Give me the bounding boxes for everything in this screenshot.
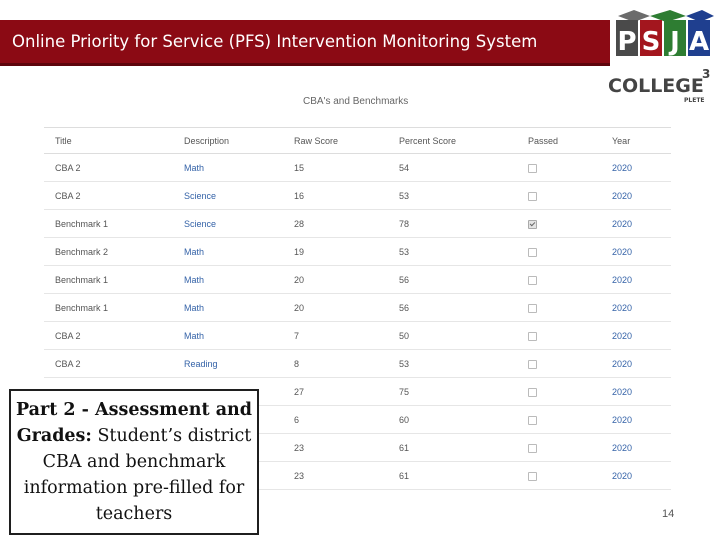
logo-letter-p: P (617, 27, 637, 57)
cell-title: Benchmark 1 (44, 210, 173, 238)
cell-raw-score: 6 (283, 406, 388, 434)
cell-description: Science (173, 210, 283, 238)
section-title: CBA's and Benchmarks (303, 96, 409, 107)
column-header-title[interactable]: Title (44, 128, 173, 154)
cell-passed (517, 350, 601, 378)
passed-checkbox[interactable] (528, 388, 537, 397)
cell-year: 2020 (601, 182, 671, 210)
logo-word: COLLEGE (608, 75, 704, 97)
cell-year: 2020 (601, 378, 671, 406)
cell-title: CBA 2 (44, 350, 173, 378)
logo-letter-a: A (688, 27, 710, 57)
cell-passed (517, 294, 601, 322)
logo-letter-s: S (641, 27, 661, 57)
cell-year: 2020 (601, 266, 671, 294)
cell-percent-score: 61 (388, 434, 517, 462)
cell-year: 2020 (601, 322, 671, 350)
cell-description: Science (173, 182, 283, 210)
cell-year: 2020 (601, 462, 671, 490)
callout-box (9, 389, 259, 535)
cell-percent-score: 56 (388, 266, 517, 294)
cell-title: Benchmark 1 (44, 294, 173, 322)
cell-raw-score: 15 (283, 154, 388, 182)
column-header-raw-score[interactable]: Raw Score (283, 128, 388, 154)
cell-raw-score: 23 (283, 434, 388, 462)
passed-checkbox[interactable] (528, 220, 537, 229)
passed-checkbox[interactable] (528, 276, 537, 285)
page-number: 14 (662, 508, 675, 520)
passed-checkbox[interactable] (528, 472, 537, 481)
cell-raw-score: 7 (283, 322, 388, 350)
cell-raw-score: 16 (283, 182, 388, 210)
column-header-year[interactable]: Year (601, 128, 671, 154)
passed-checkbox[interactable] (528, 360, 537, 369)
cell-percent-score: 53 (388, 350, 517, 378)
passed-checkbox[interactable] (528, 444, 537, 453)
cell-description: Math (173, 238, 283, 266)
cell-title: CBA 2 (44, 154, 173, 182)
table-row (44, 266, 671, 294)
table-row (44, 322, 671, 350)
table-row (44, 294, 671, 322)
passed-checkbox[interactable] (528, 332, 537, 341)
cell-description: Reading (173, 350, 283, 378)
cell-percent-score: 56 (388, 294, 517, 322)
cell-raw-score: 27 (283, 378, 388, 406)
cell-percent-score: 54 (388, 154, 517, 182)
logo-superscript: 3 (702, 67, 711, 81)
cell-raw-score: 28 (283, 210, 388, 238)
cell-percent-score: 61 (388, 462, 517, 490)
cell-passed (517, 266, 601, 294)
cell-passed (517, 406, 601, 434)
table-header-row (44, 128, 671, 154)
table-row (44, 182, 671, 210)
cell-description: Math (173, 154, 283, 182)
column-header-description[interactable]: Description (173, 128, 283, 154)
table-row (44, 154, 671, 182)
cell-raw-score: 8 (283, 350, 388, 378)
cell-year: 2020 (601, 406, 671, 434)
passed-checkbox[interactable] (528, 192, 537, 201)
psja-college-logo (604, 6, 716, 106)
cell-description: Math (173, 294, 283, 322)
callout-heading: Part 2 - Assessment and Grades: (15, 400, 253, 446)
table-row (44, 238, 671, 266)
cell-passed (517, 210, 601, 238)
cell-passed (517, 462, 601, 490)
cell-passed (517, 322, 601, 350)
cell-raw-score: 19 (283, 238, 388, 266)
cell-passed (517, 154, 601, 182)
cell-percent-score: 53 (388, 182, 517, 210)
cell-title: CBA 2 (44, 182, 173, 210)
passed-checkbox[interactable] (528, 248, 537, 257)
title-banner (0, 20, 610, 66)
cell-description: Math (173, 266, 283, 294)
cell-raw-score: 20 (283, 294, 388, 322)
column-header-percent-score[interactable]: Percent Score (388, 128, 517, 154)
column-header-passed[interactable]: Passed (517, 128, 601, 154)
table-row (44, 350, 671, 378)
cell-percent-score: 75 (388, 378, 517, 406)
cell-year: 2020 (601, 238, 671, 266)
cell-percent-score: 78 (388, 210, 517, 238)
cell-percent-score: 50 (388, 322, 517, 350)
cell-percent-score: 60 (388, 406, 517, 434)
logo-letter-j: J (670, 27, 680, 57)
cell-year: 2020 (601, 294, 671, 322)
cell-passed (517, 434, 601, 462)
cell-passed (517, 182, 601, 210)
passed-checkbox[interactable] (528, 304, 537, 313)
cell-passed (517, 378, 601, 406)
cell-description: Math (173, 322, 283, 350)
cell-passed (517, 238, 601, 266)
cell-title: Benchmark 2 (44, 238, 173, 266)
logo-tag: PLETE (684, 97, 705, 104)
table-row (44, 210, 671, 238)
cell-year: 2020 (601, 154, 671, 182)
callout-body: Student’s district CBA and benchmark information pre-filled for teachers (23, 426, 252, 524)
cell-year: 2020 (601, 434, 671, 462)
cell-percent-score: 53 (388, 238, 517, 266)
cell-title: CBA 2 (44, 322, 173, 350)
cell-year: 2020 (601, 210, 671, 238)
logo-cube-icon (616, 10, 714, 57)
page-title: Online Priority for Service (PFS) Intervention Monitoring System (12, 32, 538, 51)
passed-checkbox[interactable] (528, 416, 537, 425)
cell-title: Benchmark 1 (44, 266, 173, 294)
cell-year: 2020 (601, 350, 671, 378)
cell-raw-score: 20 (283, 266, 388, 294)
cell-raw-score: 23 (283, 462, 388, 490)
passed-checkbox[interactable] (528, 164, 537, 173)
